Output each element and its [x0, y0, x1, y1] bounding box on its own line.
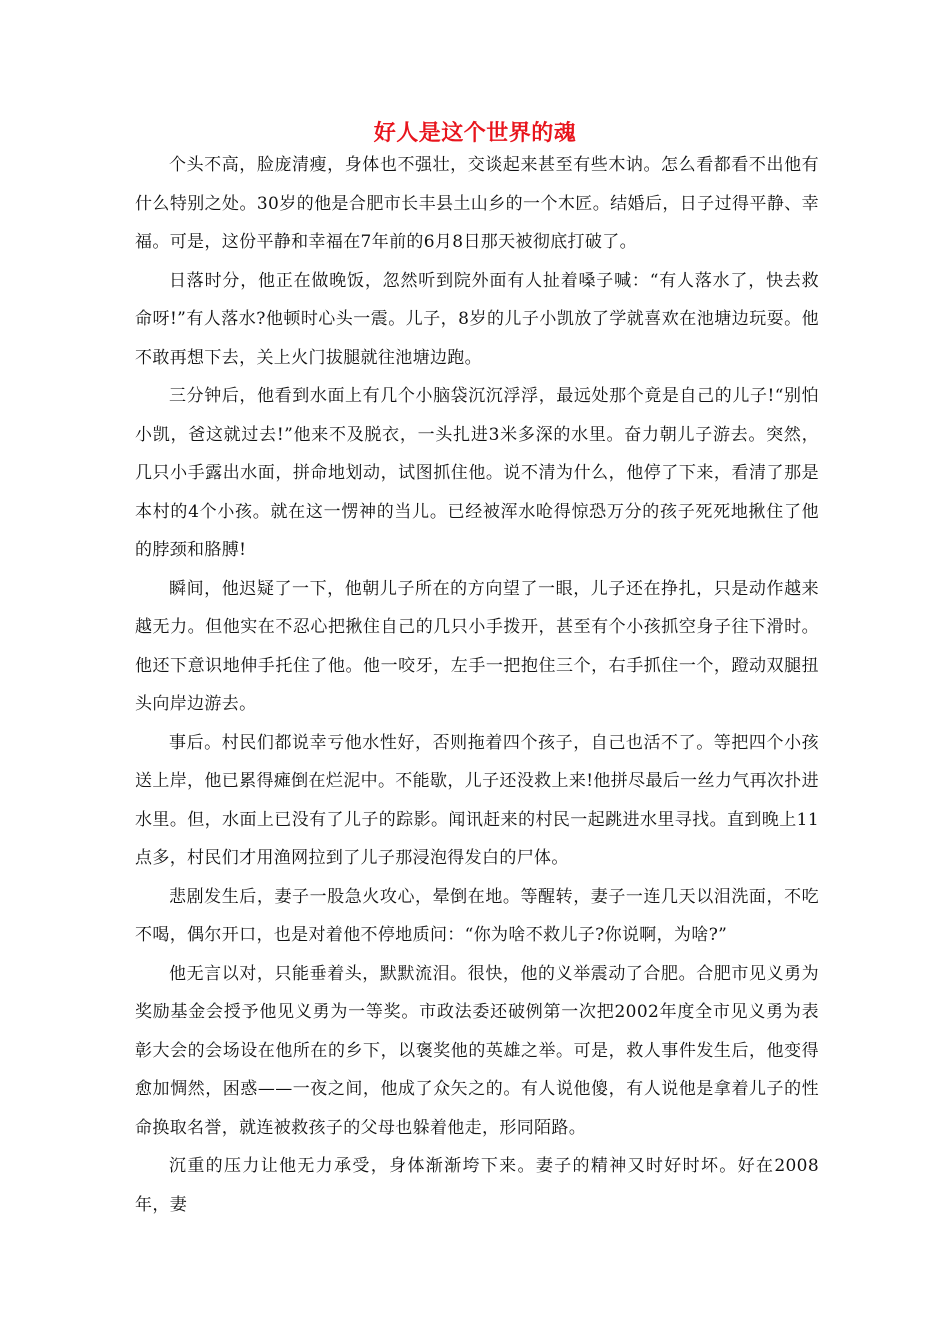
paragraph-8: 沉重的压力让他无力承受，身体渐渐垮下来。妻子的精神又时好时坏。好在2008年，妻	[135, 1156, 819, 1215]
document-body	[135, 146, 819, 1224]
paragraph-4: 瞬间，他迟疑了一下，他朝儿子所在的方向望了一眼，儿子还在挣扎，只是动作越来越无力。但他实在不忍心把揪住自己的几只小手拨开，甚至有个小孩抓空身子往下滑时。他还下意识地伸手托住了他。他一咬牙，左手一把抱住三个，右手抓住一个，蹬动双腿扭头向岸边游去。	[135, 578, 819, 714]
paragraph-2: 日落时分，他正在做晚饭，忽然听到院外面有人扯着嗓子喊：“有人落水了，快去救命呀!”有人落水?他顿时心头一震。儿子，8岁的儿子小凯放了学就喜欢在池塘边玩耍。他不敢再想下去，关上火门拔腿就往池塘边跑。	[135, 270, 819, 368]
document-title: 好人是这个世界的魂	[373, 120, 577, 146]
paragraph-6: 悲剧发生后，妻子一股急火攻心，晕倒在地。等醒转，妻子一连几天以泪洗面，不吃不喝，偶尔开口，也是对着他不停地质问：“你为啥不救儿子?你说啊，为啥?”	[135, 886, 819, 945]
paragraph-5: 事后。村民们都说幸亏他水性好，否则拖着四个孩子，自己也活不了。等把四个小孩送上岸，他已累得瘫倒在烂泥中。不能歇，儿子还没救上来!他拼尽最后一丝力气再次扑进水里。但，水面上已没有了儿子的踪影。闻讯赶来的村民一起跳进水里寻找。直到晚上11点多，村民们才用渔网拉到了儿子那浸泡得发白的尸体。	[135, 732, 819, 868]
paragraph-7: 他无言以对，只能垂着头，默默流泪。很快，他的义举震动了合肥。合肥市见义勇为奖励基金会授予他见义勇为一等奖。市政法委还破例第一次把2002年度全市见义勇为表彰大会的会场设在他所在的乡下，以褒奖他的英雄之举。可是，救人事件发生后，他变得愈加惆然，困惑——一夜之间，他成了众矢之的。有人说他傻，有人说他是拿着儿子的性命换取名誉，就连被救孩子的父母也躲着他走，形同陌路。	[135, 963, 819, 1138]
paragraph-1: 个头不高，脸庞清瘦，身体也不强壮，交谈起来甚至有些木讷。怎么看都看不出他有什么特别之处。30岁的他是合肥市长丰县土山乡的一个木匠。结婚后，日子过得平静、幸福。可是，这份平静和幸福在7年前的6月8日那天被彻底打破了。	[135, 155, 819, 252]
paragraph-3: 三分钟后，他看到水面上有几个小脑袋沉沉浮浮，最远处那个竟是自己的儿子!“别怕小凯，爸这就过去!”他来不及脱衣，一头扎进3米多深的水里。奋力朝儿子游去。突然，几只小手露出水面，拼命地划动，试图抓住他。说不清为什么，他停了下来，看清了那是本村的4个小孩。就在这一愣神的当儿。已经被浑水呛得惊恐万分的孩子死死地揪住了他的脖颈和胳膊!	[135, 386, 819, 560]
